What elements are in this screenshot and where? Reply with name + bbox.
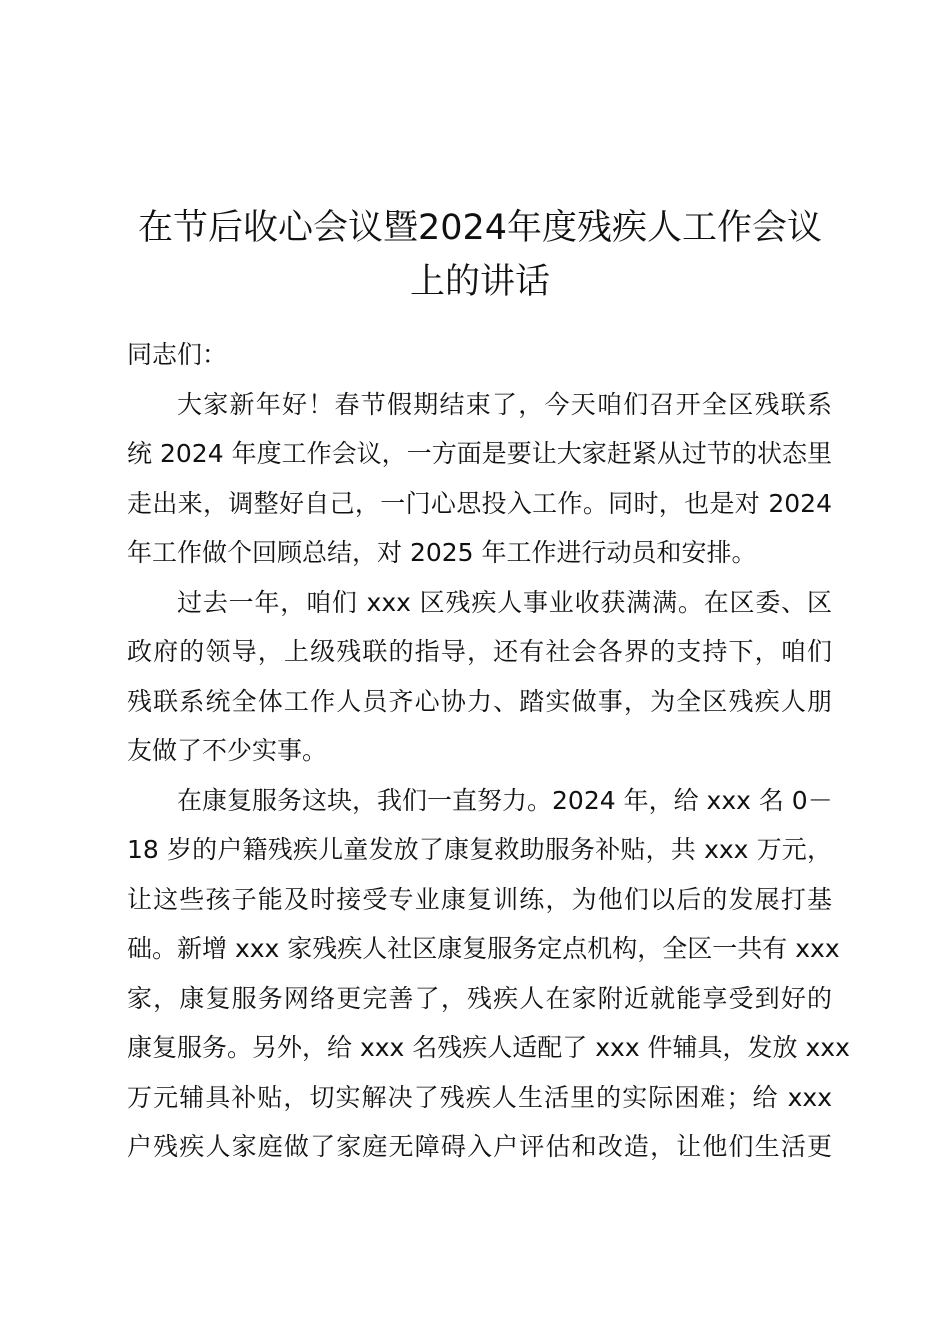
paragraph-line: 万元辅具补贴，切实解决了残疾人生活里的实际困难；给 xxx <box>127 1082 832 1112</box>
document-body <box>127 330 850 1172</box>
salutation: 同志们： <box>127 340 228 369</box>
paragraph-line: 18 岁的户籍残疾儿童发放了康复救助服务补贴，共 xxx 万元， <box>127 835 832 864</box>
paragraph-1 <box>127 380 832 578</box>
paragraph-line: 政府的领导，上级残联的指导，还有社会各界的支持下，咱们 <box>127 637 832 666</box>
paragraph-line: 家，康复服务网络更完善了，残疾人在家附近就能享受到好的 <box>127 983 832 1013</box>
title-line-2: 上的讲话 <box>409 262 550 303</box>
document-title <box>120 201 840 309</box>
paragraph-line: 年工作做个回顾总结，对 2025 年工作进行动员和安排。 <box>127 538 757 567</box>
paragraph-line: 友做了不少实事。 <box>127 736 328 765</box>
paragraph-line: 户残疾人家庭做了家庭无障碍入户评估和改造，让他们生活更 <box>127 1132 832 1161</box>
paragraph-line: 统 2024 年度工作会议，一方面是要让大家赶紧从过节的状态里 <box>127 439 832 468</box>
paragraph-line: 在康复服务这块，我们一直努力。2024 年，给 xxx 名 0－ <box>177 785 833 815</box>
paragraph-line: 过去一年，咱们 xxx 区残疾人事业收获满满。在区委、区 <box>177 587 832 617</box>
paragraph-line: 走出来，调整好自己，一门心思投入工作。同时，也是对 2024 <box>127 488 832 518</box>
paragraph-line: 大家新年好！春节假期结束了，今天咱们召开全区残联系 <box>177 389 832 419</box>
paragraph-line: 残联系统全体工作人员齐心协力、踏实做事，为全区残疾人朋 <box>127 686 832 716</box>
paragraph-line: 让这些孩子能及时接受专业康复训练，为他们以后的发展打基 <box>127 884 832 914</box>
paragraph-line: 础。新增 xxx 家残疾人社区康复服务定点机构，全区一共有 xxx <box>127 934 840 963</box>
paragraph-2 <box>127 578 832 776</box>
paragraph-line: 康复服务。另外，给 xxx 名残疾人适配了 xxx 件辅具，发放 xxx <box>127 1033 850 1062</box>
paragraph-3 <box>127 776 850 1172</box>
title-line-1: 在节后收心会议暨2024年度残疾人工作会议 <box>137 208 823 249</box>
